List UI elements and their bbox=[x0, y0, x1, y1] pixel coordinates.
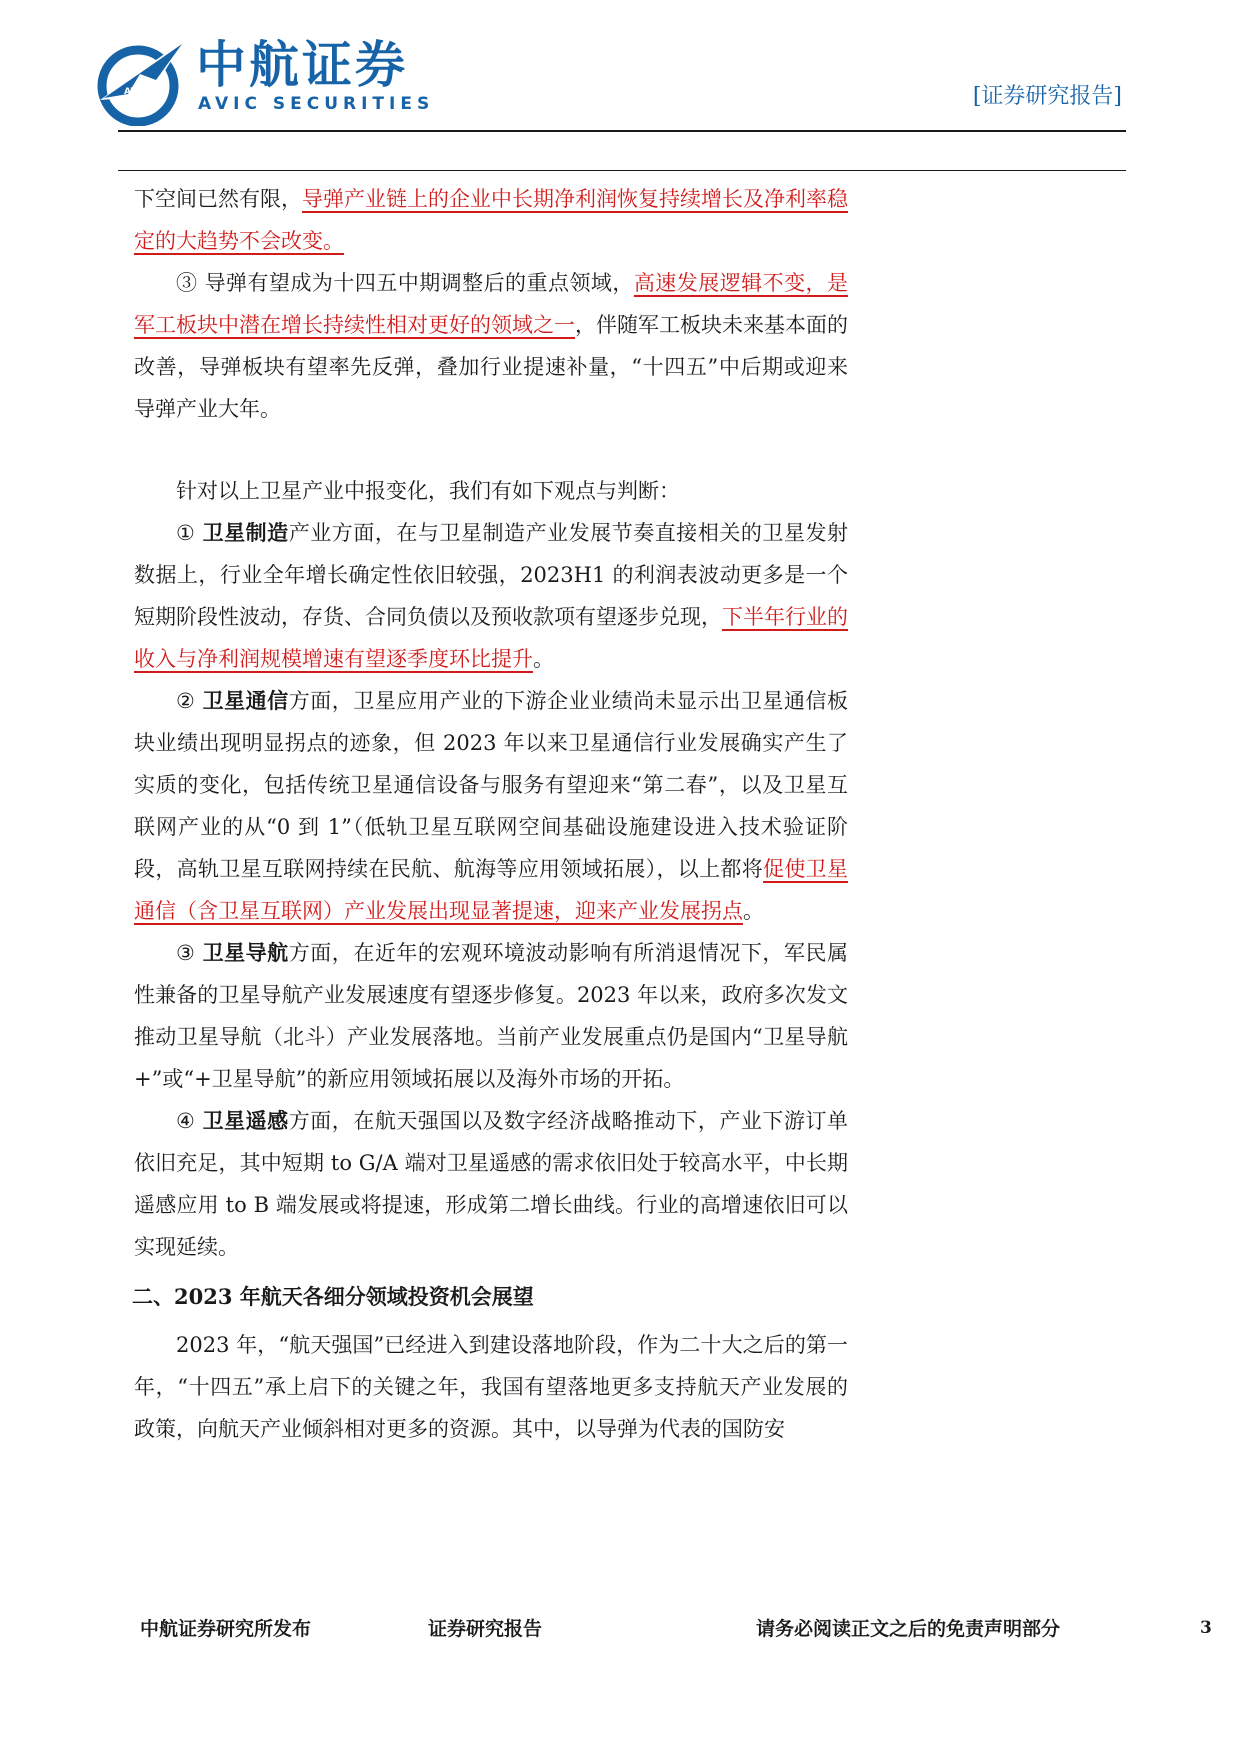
page-number: 3 bbox=[1200, 1618, 1212, 1638]
paragraph-satellite-navigation bbox=[134, 932, 848, 1100]
paragraph-2023-outlook: 2023 年，“航天强国”已经进入到建设落地阶段，作为二十大之后的第一年，“十四五”承上启下的关键之年，我国有望落地更多支持航天产业发展的政策，向航天产业倾斜相对更多的资源。其中，以导弹为代表的国防安 bbox=[134, 1333, 848, 1441]
highlighted-text: 高速发展逻辑不变，是军工板块中潜在增长持续性相对更好的领域之一 bbox=[134, 271, 848, 337]
text-run: 方面，在近年的宏观环境波动影响有所消退情况下，军民属性兼备的卫星导航产业发展速度有望逐步修复。2023 年以来，政府多次发文推动卫星导航（北斗）产业发展落地。当前产业发展重点仍是国内“卫星导航+”或“+卫星导航”的新应用领域拓展以及海外市场的开拓。 bbox=[134, 941, 849, 1091]
text-run: 方面，卫星应用产业的下游企业业绩尚未显示出卫星通信板块业绩出现明显拐点的迹象，但 2023 年以来卫星通信行业发展确实产生了实质的变化，包括传统卫星通信设备与服务有望迎来“第二春”，以及卫星互联网产业的从“0 到 1”（低轨卫星互联网空间基础设施建设进入技术验证阶段，高轨卫星互联网持续在民航、航海等应用领域拓展），以上都将 bbox=[134, 689, 849, 881]
paragraph-satellite-remote-sensing bbox=[134, 1100, 848, 1268]
header-rule-secondary bbox=[118, 170, 1126, 171]
list-number: ③ bbox=[176, 941, 203, 965]
highlighted-text: 导弹产业链上的企业中长期净利润恢复持续增长及净利率稳定的大趋势不会改变。 bbox=[134, 187, 848, 253]
logo-chinese-name: 中航证券 bbox=[196, 36, 408, 94]
bold-keyword: 卫星通信 bbox=[202, 688, 289, 713]
header-rule bbox=[118, 130, 1126, 132]
text-run: 方面，在航天强国以及数字经济战略推动下，产业下游订单依旧充足，其中短期 to G/A 端对卫星遥感的需求依旧处于较高水平，中长期遥感应用 to B 端发展或将提速，形成第二增长曲线。行业的高增速依旧可以实现延续。 bbox=[134, 1109, 849, 1259]
page-header bbox=[0, 0, 1240, 180]
list-number: ① bbox=[176, 521, 203, 545]
highlighted-text: 下半年行业的收入与净利润规模增速有望逐季度环比提升 bbox=[134, 605, 848, 671]
logo-badge: AVIC bbox=[124, 87, 148, 97]
list-number: ④ bbox=[176, 1109, 203, 1133]
page-footer bbox=[0, 1614, 1240, 1644]
logo-english-name: AVIC SECURITIES bbox=[198, 94, 435, 114]
text-run: ③ 导弹有望成为十四五中期调整后的重点领域， bbox=[176, 271, 634, 295]
bold-keyword: 卫星制造 bbox=[202, 520, 289, 545]
footer-disclaimer: 请务必阅读正文之后的免责声明部分 bbox=[756, 1618, 1061, 1640]
report-body bbox=[134, 178, 848, 1450]
paragraph-missile-conclusion bbox=[134, 178, 848, 262]
text-run: 。 bbox=[743, 899, 764, 923]
paragraph-satellite-manufacturing bbox=[134, 512, 848, 680]
highlighted-text: 促使卫星通信（含卫星互联网）产业发展出现显著提速，迎来产业发展拐点 bbox=[134, 857, 849, 923]
footer-publisher: 中航证券研究所发布 bbox=[140, 1618, 312, 1640]
bold-keyword: 卫星导航 bbox=[202, 940, 289, 965]
report-type-tag: [证券研究报告] bbox=[972, 84, 1122, 109]
paragraph-missile-outlook bbox=[134, 262, 848, 430]
bold-keyword: 卫星遥感 bbox=[202, 1108, 289, 1133]
list-number: ② bbox=[176, 689, 203, 713]
paragraph-satellite-communication bbox=[134, 680, 848, 932]
footer-report-type: 证券研究报告 bbox=[428, 1618, 543, 1640]
text-run: 产业方面，在与卫星制造产业发展节奏直接相关的卫星发射数据上，行业全年增长确定性依旧较强，2023H1 的利润表波动更多是一个短期阶段性波动，存货、合同负债以及预收款项有望逐步兑现， bbox=[134, 521, 849, 629]
section-heading: 二、2023 年航天各细分领域投资机会展望 bbox=[132, 1284, 534, 1309]
text-run: 下空间已然有限， bbox=[134, 187, 302, 211]
avic-emblem-icon bbox=[96, 36, 188, 126]
text-run: ，伴随军工板块未来基本面的改善，导弹板块有望率先反弹，叠加行业提速补量，“十四五”中后期或迎来导弹产业大年。 bbox=[134, 313, 848, 421]
paragraph-gap bbox=[134, 430, 848, 470]
text-run: 。 bbox=[533, 647, 554, 671]
paragraph-satellite-intro: 针对以上卫星产业中报变化，我们有如下观点与判断： bbox=[176, 479, 680, 503]
